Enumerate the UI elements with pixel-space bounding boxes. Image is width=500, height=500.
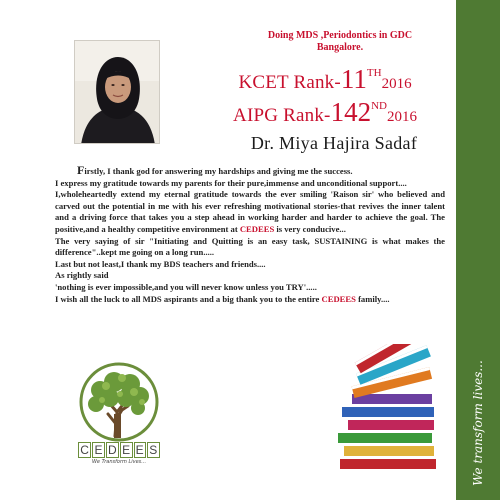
aipg-rank-number: 142 (330, 97, 372, 127)
logo-letter: E (94, 443, 103, 457)
kcet-rank-label: KCET Rank- (238, 72, 341, 93)
logo-letter: D (107, 443, 118, 457)
paragraph-8-text: I wish all the luck to all MDS aspirants and a big thank you to the entire (55, 293, 322, 304)
dropcap: F (77, 163, 85, 177)
tree-icon (70, 362, 168, 444)
aipg-rank (200, 97, 450, 128)
logo-letter: C (80, 443, 90, 457)
books-illustration (326, 344, 450, 474)
doctor-name: Dr. Miya Hajira Sadaf (250, 133, 418, 153)
aipg-rank-suffix: ND (371, 100, 387, 112)
paragraph-8 (55, 294, 445, 306)
logo-letter: S (149, 443, 158, 457)
aipg-rank-year: 2016 (386, 109, 417, 125)
logo-wordmark (76, 443, 162, 457)
portrait-photo (74, 40, 160, 144)
logo-letter: E (122, 443, 131, 457)
kcet-rank-suffix: TH (366, 67, 382, 79)
paragraph-7: 'nothing is ever impossible,and you will never know unless you TRY'..... (55, 281, 317, 292)
course-line-2: Bangalore. (316, 42, 364, 53)
paragraph-5: Last but not least,I thank my BDS teachers and friends.... (55, 258, 266, 269)
paragraph-4: The very saying of sir "Initiating and Quitting is an easy task, SUSTAINING is what makes the difference"..kept me going on a long run..... (55, 235, 445, 258)
side-tagline: We transform lives... (471, 360, 485, 486)
side-tagline-wrap (456, 0, 500, 500)
paragraph-8-tail: family.... (355, 293, 390, 304)
book-stack-icon (326, 344, 450, 474)
logo-letter: E (135, 443, 145, 457)
paragraph-3-tail: is very conducive... (274, 223, 346, 234)
aipg-rank-label: AIPG Rank- (233, 105, 331, 126)
paragraph-3 (55, 189, 445, 235)
course-info (240, 30, 440, 54)
paragraph-3-text: I,wholeheartedly extend my eternal gratitude towards the ever smiling 'Raison sir' who believed and carved out the potential in me with his ever refreshing motivational stories-that revives the inner talent and a driving force that takes you a step ahead in working harder and harder to achieve the goal. The positive,and a healthy competitive environment at (55, 189, 445, 234)
paragraph-2: I express my gratitude towards my parents for their pure,immense and unconditional support.... (55, 177, 407, 188)
kcet-rank-number: 11 (340, 64, 367, 94)
side-band (456, 0, 500, 500)
paragraph-1 (55, 165, 445, 178)
brand-mention: CEDEES (239, 223, 275, 234)
portrait-icon (75, 41, 160, 144)
paragraph-1-text: irstly, I thank god for answering my hardships and giving me the success. (84, 166, 353, 176)
kcet-rank-year: 2016 (381, 76, 412, 92)
logo-tagline: We Transform Lives... (91, 459, 147, 465)
kcet-rank (200, 64, 450, 95)
brand-mention: CEDEES (321, 293, 356, 304)
testimonial-body (55, 165, 445, 305)
course-line-1: Doing MDS ,Periodontics in GDC (267, 30, 413, 41)
paragraph-6: As rightly said (55, 270, 109, 281)
